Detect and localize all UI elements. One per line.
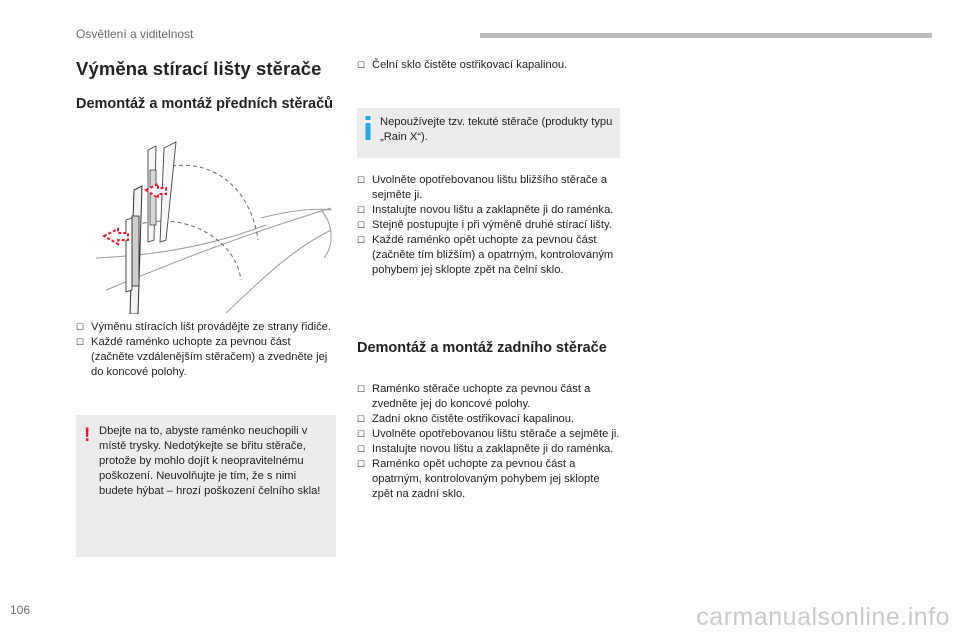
checkbox-marker-icon: ☐ <box>357 60 366 70</box>
list-item: ☐ Každé raménko uchopte za pevnou část (začněte vzdálenějším stěračem) a zvedněte jej do koncové polohy. <box>76 336 328 378</box>
list-item: ☐ Čelní sklo čistěte ostřikovací kapalinou. <box>357 59 568 71</box>
list-item: ☐ Raménko opět uchopte za pevnou část a opatrným, kontrolovaným pohybem jej sklopte zpět na zadní sklo. <box>357 458 600 500</box>
list-item: ☐ Instalujte novou lištu a zaklapněte ji do raménka. <box>357 443 614 455</box>
checkbox-marker-icon: ☐ <box>357 175 366 185</box>
checkbox-marker-icon: ☐ <box>357 444 366 454</box>
checkbox-marker-icon: ☐ <box>357 235 366 245</box>
info-text: Nepoužívejte tzv. tekuté stěrače (produkty typu „Rain X“). <box>380 116 613 143</box>
front-steps-list <box>76 320 331 380</box>
watermark: carmanualsonline.info <box>696 603 950 631</box>
rear-wiper-heading: Demontáž a montáž zadního stěrače <box>357 340 607 356</box>
front-wiper-heading: Demontáž a montáž předních stěračů <box>76 96 334 112</box>
list-item: ☐ Výměnu stíracích lišt provádějte ze strany řidiče. <box>76 321 332 333</box>
checkbox-marker-icon: ☐ <box>357 205 366 215</box>
checkbox-marker-icon: ☐ <box>357 220 366 230</box>
rear-steps-list <box>357 382 622 502</box>
wiper-arms-illustration <box>76 130 338 314</box>
exclamation-icon: ! <box>84 425 91 446</box>
list-item: ☐ Stejně postupujte i při výměně druhé stírací lišty. <box>357 219 612 231</box>
checkbox-marker-icon: ☐ <box>357 459 366 469</box>
list-item: ☐ Uvolněte opotřebovanou lištu stěrače a sejměte ji. <box>357 428 620 440</box>
header-rule <box>480 33 932 38</box>
list-item: ☐ Každé raménko opět uchopte za pevnou část (začněte tím bližším) a opatrným, kontrolovaným pohybem jej sklopte zpět na čelní sklo. <box>357 234 614 276</box>
checkbox-marker-icon: ☐ <box>357 414 366 424</box>
checkbox-marker-icon: ☐ <box>76 337 85 347</box>
checkbox-marker-icon: ☐ <box>357 429 366 439</box>
right-top-step <box>357 58 619 73</box>
list-item: ☐ Uvolněte opotřebovanou lištu bližšího stěrače a sejměte ji. <box>357 174 608 201</box>
list-item: ☐ Zadní okno čistěte ostřikovací kapalinou. <box>357 413 575 425</box>
warning-text: Dbejte na to, abyste raménko neuchopili v místě trysky. Nedotýkejte se břitu stěrače, protože by mohlo dojít k neopravitelnému poškození. Neuvolňujte je tím, že s nimi budete hýbat – hrozí poškození čelního skla! <box>99 425 321 497</box>
list-item: ☐ Instalujte novou lištu a zaklapněte ji do raménka. <box>357 204 614 216</box>
checkbox-marker-icon: ☐ <box>357 384 366 394</box>
right-steps-list <box>357 173 619 278</box>
section-title: Osvětlení a viditelnost <box>76 27 194 41</box>
page-title: Výměna stírací lišty stěrače <box>76 58 322 79</box>
checkbox-marker-icon: ☐ <box>76 322 85 332</box>
info-icon <box>364 116 372 140</box>
page-number: 106 <box>10 603 31 617</box>
list-item: ☐ Raménko stěrače uchopte za pevnou část a zvedněte jej do koncové polohy. <box>357 383 591 410</box>
